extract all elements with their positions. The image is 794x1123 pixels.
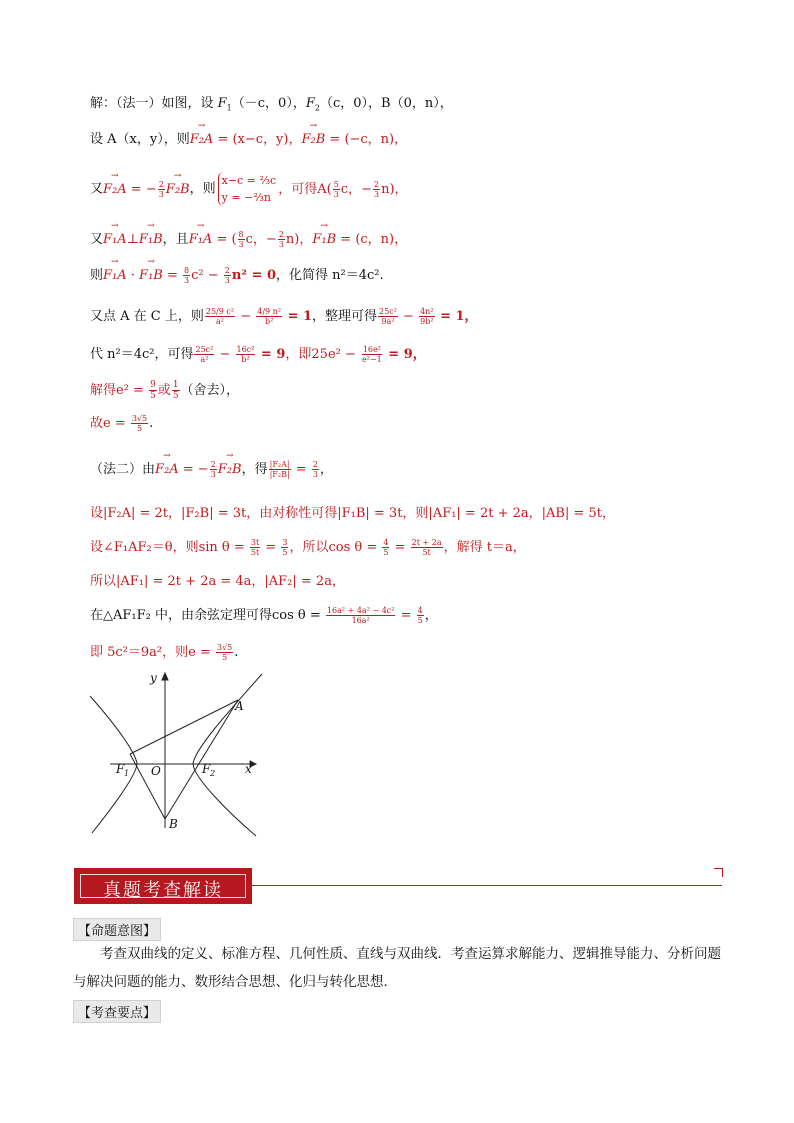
label-o: O [151,764,161,778]
solution-line-5: 则→ F₁A · → F₁B = $\frac{8}{3}$ c² − $\frac{2}{3}$ n² = 0，化简得 n²＝4c². [90,266,384,285]
solution-line-7: 代 n²＝4c²，可得 $\frac{\text{25c²}}{\text{a²}}$ − $\frac{\text{16c²}}{\text{b²}}$ = 9，即25e² − $\frac{\text{16e²}}{\text{e²−1}}$ = 9， [90,345,426,364]
label-f2: F [202,762,211,776]
banner-corner [714,868,723,877]
solution-line-13: 所以|AF₁| = 2t + 2a = 4a，|AF₂| = 2a， [90,574,345,589]
solution-line-1: 解：（法一）如图，设 $F_1(-c$，0），$F_2(c$，0），B（0，n）， [90,96,453,113]
intent-label: 【命题意图】 [73,918,161,941]
solution-line-15: 即 5c²＝9a²，则e = $\frac{3√5}{5}$ . [90,643,239,662]
banner-rule [250,885,722,886]
solution-line-8: 解得e² = $\frac{9}{5}$ 或 $\frac{1}{5}$ （舍去）， [90,380,240,401]
solution-line-10: （法二）由→ F₂A = − $\frac{2}{3}$ → F₂B，得 $\frac{\text{|F₂A|}}{\text{|F₂B|}}$ = $\frac{2}{3}$ ， [90,460,333,479]
solution-line-12: 设∠F₁AF₂＝θ，则sin θ = $\frac{3t}{5t}$ = $\frac{3}{5}$ ，所以cos θ = $\frac{4}{5}$ = $\frac{2t + 2a}{5t}$ ，解得 t＝a， [90,538,526,557]
solution-line-11: 设|F₂A| = 2t，|F₂B| = 3t，由对称性可得|F₁B| = 3t，则|AF₁| = 2t + 2a，|AB| = 5t， [90,506,615,521]
label-f1: F [116,762,125,776]
solution-line-4: 又→ F₁A⊥→ F₁B，且→ F₁A = ( $\frac{8}{3}$ c，− $\frac{2}{3}$ n)，→ F₁B = (c，n)， [90,230,407,249]
intent-text: 考查双曲线的定义、标准方程、几何性质、直线与双曲线．考查运算求解能力、逻辑推导能力、分析问题与解决问题的能力、数形结合思想、化归与转化思想． [73,946,721,990]
label-f1-sub: 1 [124,769,130,778]
equation-system: x−c = ⅔c y = −⅔n [218,172,277,206]
label-y: y [150,671,157,685]
banner-title: 真题考查解读 [103,880,223,901]
label-a: A [235,699,244,713]
solution-line-3: 又→ F₂A = − $\frac{2}{3}$ → F₂B，则 x−c = ⅔c y = −⅔n ，可得A( $\frac{5}{3}$ c，− $\frac{2}{3}$ n)， [90,172,408,206]
solution-line-9: 故e = $\frac{3√5}{5}$ . [90,414,154,433]
label-b: B [169,817,178,831]
hyperbola-figure [80,668,270,840]
section-banner [74,868,252,904]
solution-line-2: 设 A（x，y），则→ F₂A = (x−c，y)，→ F₂B = (−c，n)， [90,131,407,149]
points-label: 【考查要点】 [73,1000,161,1023]
y-axis-arrow [162,673,168,680]
solution-line-14: 在△AF₁F₂ 中，由余弦定理可得cos θ = $\frac{\text{16a² + 4a² − 4c²}}{\text{16a²}}$ = $\frac{4}{5}$ ， [90,606,438,625]
hyperbola-right-branch [193,674,262,836]
label-f2-sub: 2 [210,769,216,778]
label-x: x [245,762,252,776]
solution-line-6: 又点 A 在 C 上，则 $\frac{\text{25/9 c²}}{\text{a²}}$ − $\frac{\text{4/9 n²}}{\text{b²}}$ = 1，整理可得 $\frac{\text{25c²}}{\text{9a²}}$ − $\frac{\text{4n²}}{\text{9b²}}$ = 1， [90,307,478,326]
